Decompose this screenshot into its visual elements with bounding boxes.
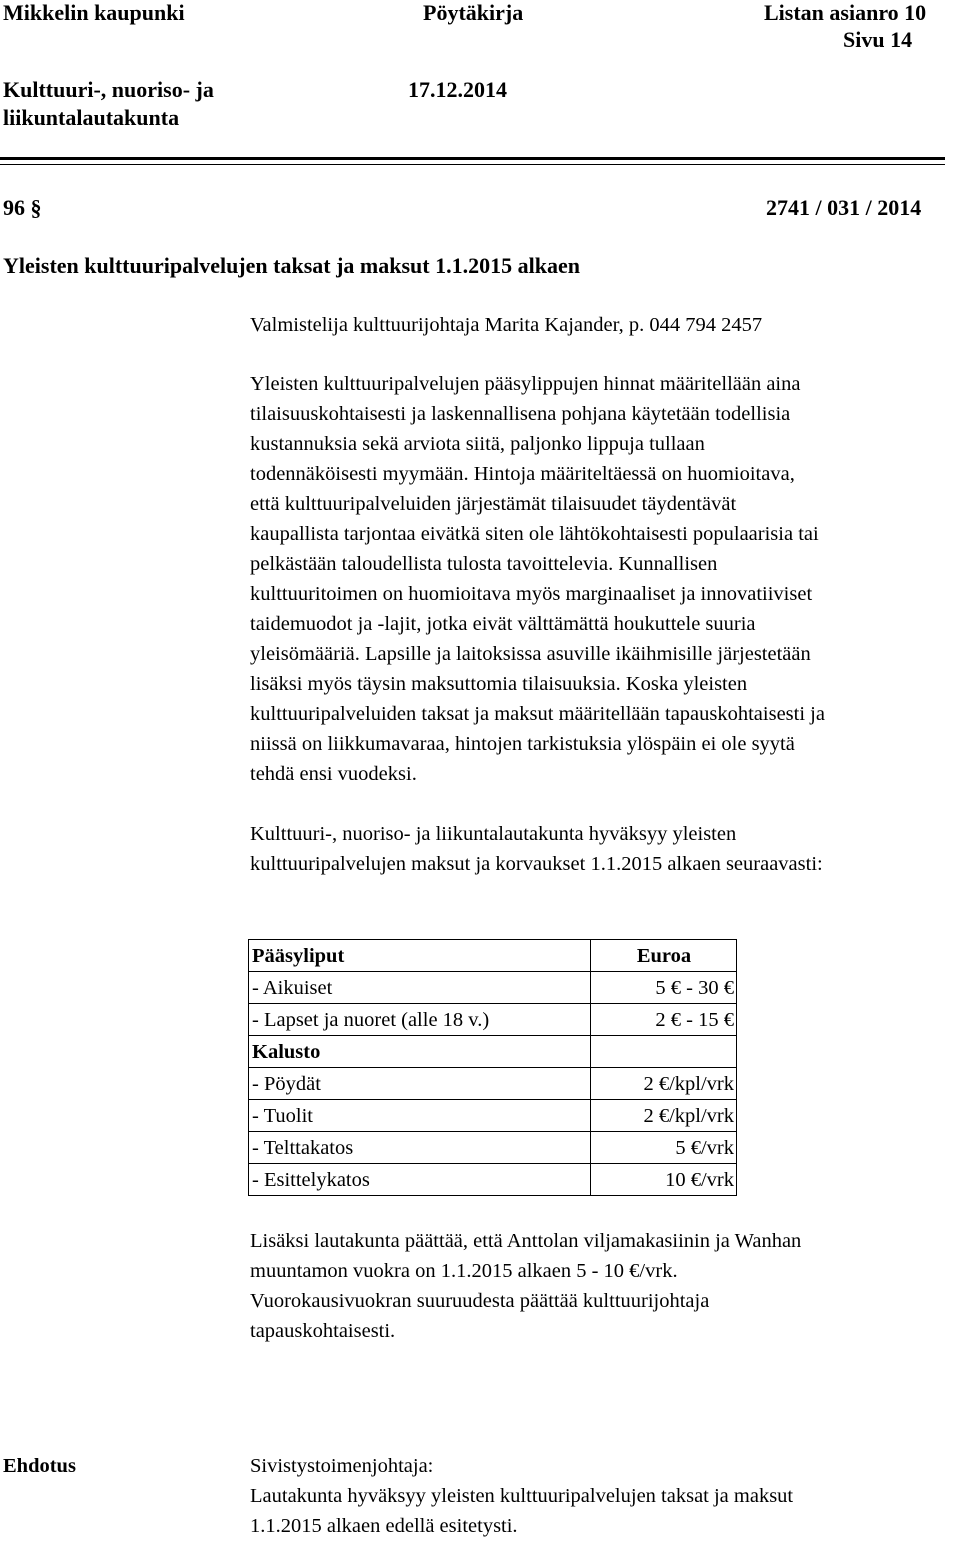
- table-row: [249, 1164, 737, 1196]
- agenda-item-number: Listan asianro 10: [764, 0, 927, 25]
- committee-name-line2: liikuntalautakunta: [3, 105, 180, 130]
- fee-item-cell: - Aikuiset: [249, 972, 591, 1004]
- text-line: että kulttuuripalveluiden järjestämät tilaisuudet täydentävät: [250, 493, 737, 515]
- text-line: pelkästään taloudellista tulosta tavoittelevia. Kunnallisen: [250, 553, 718, 575]
- text-line: Yleisten kulttuuripalvelujen pääsylippujen hinnat määritellään aina: [250, 373, 801, 395]
- text-line: kustannuksia sekä arviota siitä, paljonko lippuja tullaan: [250, 433, 705, 455]
- fee-price-cell: 5 €/vrk: [591, 1132, 737, 1164]
- text-line: taidemuodot ja -lajit, jotka eivät välttämättä houkuttele suuria: [250, 613, 756, 635]
- page-number: Sivu 14: [843, 27, 913, 52]
- proposer: Sivistystoimenjohtaja:: [250, 1455, 434, 1477]
- fee-item-cell: - Telttakatos: [249, 1132, 591, 1164]
- fee-price-cell: 5 € - 30 €: [591, 972, 737, 1004]
- header-cell-item: Pääsyliput: [249, 940, 591, 972]
- proposal-label: Ehdotus: [3, 1455, 76, 1477]
- fee-item-cell: - Esittelykatos: [249, 1164, 591, 1196]
- text-line: kulttuuritoimen on huomioitava myös marginaaliset ja innovatiiviset: [250, 583, 813, 605]
- text-line: muuntamon vuokra on 1.1.2015 alkaen 5 - 10 €/vrk.: [250, 1260, 678, 1282]
- text-line: Kulttuuri-, nuoriso- ja liikuntalautakunta hyväksyy yleisten: [250, 823, 737, 845]
- additional-decision-paragraph: [250, 1226, 955, 1346]
- table-header-row: [249, 940, 737, 972]
- fee-price-cell: 2 €/kpl/vrk: [591, 1100, 737, 1132]
- item-title: Yleisten kulttuuripalvelujen taksat ja maksut 1.1.2015 alkaen: [3, 253, 580, 278]
- decision-intro-paragraph: [250, 819, 955, 879]
- table-row: [249, 1100, 737, 1132]
- table-row: [249, 1068, 737, 1100]
- meeting-date: 17.12.2014: [408, 77, 507, 102]
- fee-price-cell: 2 €/kpl/vrk: [591, 1068, 737, 1100]
- fee-item-cell: Kalusto: [249, 1036, 591, 1068]
- text-line: Vuorokausivuokran suuruudesta päättää kulttuurijohtaja: [250, 1290, 710, 1312]
- text-line: yleisömääriä. Lapsille ja laitoksissa asuville ikäihmisille järjestetään: [250, 643, 811, 665]
- text-line: kaupallista tarjontaa eivätkä siten ole lähtökohtaisesti populaarisia tai: [250, 523, 819, 545]
- text-line: todennäköisesti myymään. Hintoja määriteltäessä on huomioitava,: [250, 463, 795, 485]
- table-row: [249, 1004, 737, 1036]
- text-line: niissä on liikkumavaraa, hintojen tarkistuksia ylöspäin ei ole syytä: [250, 733, 795, 755]
- fee-item-cell: - Pöydät: [249, 1068, 591, 1100]
- text-line: tehdä ensi vuodeksi.: [250, 763, 417, 785]
- header-divider-thick: [0, 157, 945, 160]
- section-number: 96 §: [3, 195, 42, 220]
- preparer-line: Valmistelija kulttuurijohtaja Marita Kajander, p. 044 794 2457: [250, 314, 763, 336]
- case-number: 2741 / 031 / 2014: [766, 195, 922, 220]
- fee-item-cell: - Lapset ja nuoret (alle 18 v.): [249, 1004, 591, 1036]
- text-line: kulttuuripalvelujen maksut ja korvaukset 1.1.2015 alkaen seuraavasti:: [250, 853, 823, 875]
- text-line: Lautakunta hyväksyy yleisten kulttuuripalvelujen taksat ja maksut: [250, 1485, 794, 1507]
- text-line: lisäksi myös täysin maksuttomia tilaisuuksia. Koska yleisten: [250, 673, 748, 695]
- proposal-text: [250, 1481, 955, 1541]
- fee-price-cell: 2 € - 15 €: [591, 1004, 737, 1036]
- text-line: 1.1.2015 alkaen edellä esitetysti.: [250, 1515, 518, 1537]
- text-line: tilaisuuskohtaisesti ja laskennallisena pohjana käytetään todellisia: [250, 403, 791, 425]
- fee-item-cell: - Tuolit: [249, 1100, 591, 1132]
- background-paragraph: [250, 369, 955, 789]
- text-line: tapauskohtaisesti.: [250, 1320, 396, 1342]
- fee-price-cell: [591, 1036, 737, 1068]
- header-cell-price: Euroa: [591, 940, 737, 972]
- table-row: [249, 972, 737, 1004]
- fees-table: [248, 939, 737, 1196]
- committee-name-line1: Kulttuuri-, nuoriso- ja: [3, 77, 214, 102]
- document-type: Pöytäkirja: [423, 0, 524, 25]
- text-line: Lisäksi lautakunta päättää, että Anttolan viljamakasiinin ja Wanhan: [250, 1230, 802, 1252]
- text-line: kulttuuripalveluiden taksat ja maksut määritellään tapauskohtaisesti ja: [250, 703, 825, 725]
- table-row: [249, 1132, 737, 1164]
- table-row: [249, 1036, 737, 1068]
- fee-price-cell: 10 €/vrk: [591, 1164, 737, 1196]
- header-divider-thin: [0, 164, 945, 165]
- org-name: Mikkelin kaupunki: [3, 0, 185, 25]
